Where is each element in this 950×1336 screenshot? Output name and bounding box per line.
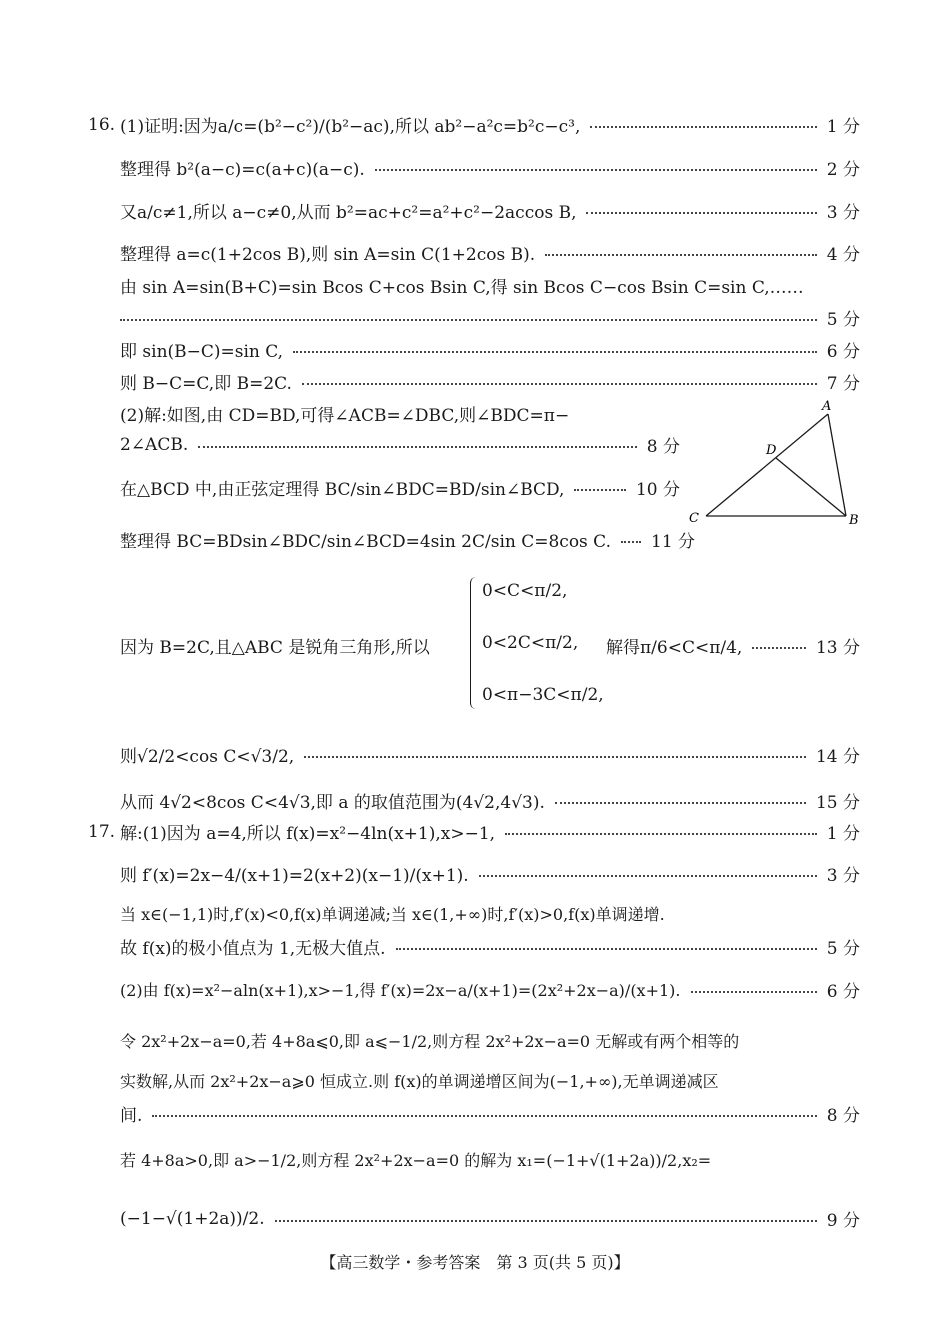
q16-line-15 xyxy=(120,788,860,813)
q17-step: 令 2x²+2x−a=0,若 4+8a⩽0,即 a⩽−1/2,则方程 2x²+2x−a=0 无解或有两个相等的 xyxy=(120,1032,740,1051)
q16-line-13-result xyxy=(606,633,860,658)
score: 6 分 xyxy=(826,342,860,362)
score: 6 分 xyxy=(826,982,860,1002)
score: 10 分 xyxy=(635,480,680,500)
q16-proof-start: (1)证明:因为a/c=(b²−c²)/(b²−ac),所以 ab²−a²c=b²c−c³, xyxy=(120,117,581,137)
q16-line-11 xyxy=(120,475,680,500)
leader-dots xyxy=(198,445,637,448)
q16-step: 因为 B=2C,且△ABC 是锐角三角形,所以 xyxy=(120,638,430,658)
leader-dots xyxy=(555,801,806,804)
side-ca xyxy=(706,414,828,516)
leader-dots xyxy=(586,211,816,214)
q16-step: 整理得 b²(a−c)=c(a+c)(a−c). xyxy=(120,160,365,180)
q16-step: 又a/c≠1,所以 a−c≠0,从而 b²=ac+c²=a²+c²−2accos B, xyxy=(120,203,577,223)
q16-line-12 xyxy=(120,527,696,552)
q16-step: 从而 4√2<8cos C<4√3,即 a 的取值范围为(4√2,4√3). xyxy=(120,793,545,813)
q17-step: 当 x∈(−1,1)时,f′(x)<0,f(x)单调递减;当 x∈(1,+∞)时,f′(x)>0,f(x)单调递增. xyxy=(120,905,665,924)
leader-dots xyxy=(621,540,641,543)
q16-line-10 xyxy=(120,432,680,457)
score: 5 分 xyxy=(826,310,860,330)
q17-line-10 xyxy=(120,1206,860,1231)
leader-dots xyxy=(302,382,817,385)
score: 1 分 xyxy=(826,824,860,844)
score: 8 分 xyxy=(646,437,680,457)
leader-dots xyxy=(293,350,817,353)
q17-step: 则 f′(x)=2x−4/(x+1)=2(x+2)(x−1)/(x+1). xyxy=(120,866,469,886)
label-c: C xyxy=(689,511,699,526)
q17-step: 故 f(x)的极小值点为 1,无极大值点. xyxy=(120,939,386,959)
segment-db xyxy=(776,458,846,516)
score: 7 分 xyxy=(826,374,860,394)
leader-dots xyxy=(691,990,817,993)
leader-dots xyxy=(752,646,806,649)
q16-step: 由 sin A=sin(B+C)=sin Bcos C+cos Bsin C,得 sin Bcos C−cos Bsin C=sin C,…… xyxy=(120,278,804,298)
score: 9 分 xyxy=(826,1211,860,1231)
leader-dots xyxy=(396,947,817,950)
q16-step: 即 sin(B−C)=sin C, xyxy=(120,342,284,362)
leader-dots xyxy=(304,755,806,758)
q16-line-9 xyxy=(120,401,680,426)
leader-dots xyxy=(545,253,817,256)
q17-line-3 xyxy=(120,902,860,925)
page-footer: 【高三数学・参考答案 第 3 页(共 5 页)】 xyxy=(320,1253,630,1272)
leader-dots xyxy=(275,1219,817,1222)
q17-step: (−1−√(1+2a))/2. xyxy=(120,1208,265,1229)
system-row: 0<2C<π/2, xyxy=(482,633,579,653)
score: 3 分 xyxy=(826,866,860,886)
label-a: A xyxy=(822,399,832,414)
score: 2 分 xyxy=(826,160,860,180)
score: 3 分 xyxy=(826,203,860,223)
score: 11 分 xyxy=(651,532,696,552)
leader-dots xyxy=(152,1114,816,1117)
q16-step: 整理得 a=c(1+2cos B),则 sin A=sin C(1+2cos B). xyxy=(120,245,536,265)
system-row: 0<C<π/2, xyxy=(482,581,568,601)
q16-step: 整理得 BC=BDsin∠BDC/sin∠BCD=4sin 2C/sin C=8cos C. xyxy=(120,532,611,552)
leader-dots xyxy=(505,832,817,835)
q16-step: 解得π/6<C<π/4, xyxy=(606,638,743,658)
q17-line-7 xyxy=(120,1069,860,1092)
score: 8 分 xyxy=(826,1106,860,1126)
q17-step: 解:(1)因为 a=4,所以 f(x)=x²−4ln(x+1),x>−1, xyxy=(120,824,496,844)
q16-step: 则√2/2<cos C<√3/2, xyxy=(120,747,295,767)
q17-line-1 xyxy=(88,819,860,844)
label-d: D xyxy=(766,443,777,458)
q17-step: 间. xyxy=(120,1106,143,1126)
q16-line-4 xyxy=(120,240,860,265)
score: 4 分 xyxy=(826,245,860,265)
q16-step: 2∠ACB. xyxy=(120,434,189,455)
score: 15 分 xyxy=(815,793,860,813)
score: 5 分 xyxy=(826,939,860,959)
q17-line-4 xyxy=(120,934,860,959)
q17-step: 若 4+8a>0,即 a>−1/2,则方程 2x²+2x−a=0 的解为 x₁=(−1+√(1+2a))/2,x₂= xyxy=(120,1151,712,1170)
system-row: 0<π−3C<π/2, xyxy=(482,685,604,705)
leader-dots xyxy=(375,168,817,171)
q17-step: (2)由 f(x)=x²−aln(x+1),x>−1,得 f′(x)=2x−a/(x+1)=(2x²+2x−a)/(x+1). xyxy=(120,981,681,1000)
leader-dots xyxy=(479,874,817,877)
q17-step: 实数解,从而 2x²+2x−a⩾0 恒成立.则 f(x)的单调递增区间为(−1,+∞),无单调递减区 xyxy=(120,1072,719,1091)
q16-line-5 xyxy=(120,273,860,298)
q16-step: (2)解:如图,由 CD=BD,可得∠ACB=∠DBC,则∠BDC=π− xyxy=(120,406,570,426)
leader-dots xyxy=(590,125,816,128)
score: 1 分 xyxy=(826,117,860,137)
q16-line-14 xyxy=(120,742,860,767)
score: 13 分 xyxy=(815,638,860,658)
q16-line-3 xyxy=(120,198,860,223)
q17-line-5 xyxy=(120,977,860,1002)
q16-step: 则 B−C=C,即 B=2C. xyxy=(120,374,292,394)
q17-line-8 xyxy=(120,1101,860,1126)
q17-line-2 xyxy=(120,861,860,886)
brace xyxy=(470,577,479,709)
q16-line-8 xyxy=(120,369,860,394)
score: 14 分 xyxy=(815,747,860,767)
q17-number: 17. xyxy=(88,821,116,842)
triangle-figure xyxy=(684,396,864,526)
q16-line-7 xyxy=(120,337,860,362)
q16-line-2 xyxy=(120,155,860,180)
q16-line-1 xyxy=(88,112,860,137)
q17-line-9 xyxy=(120,1148,860,1171)
q16-line-6 xyxy=(120,305,860,330)
q16-step: 在△BCD 中,由正弦定理得 BC/sin∠BDC=BD/sin∠BCD, xyxy=(120,480,565,500)
q17-line-6 xyxy=(120,1029,860,1052)
leader-dots xyxy=(120,318,817,321)
leader-dots xyxy=(574,488,626,491)
q16-number: 16. xyxy=(88,114,116,135)
label-b: B xyxy=(849,513,859,526)
side-ab xyxy=(828,414,846,516)
